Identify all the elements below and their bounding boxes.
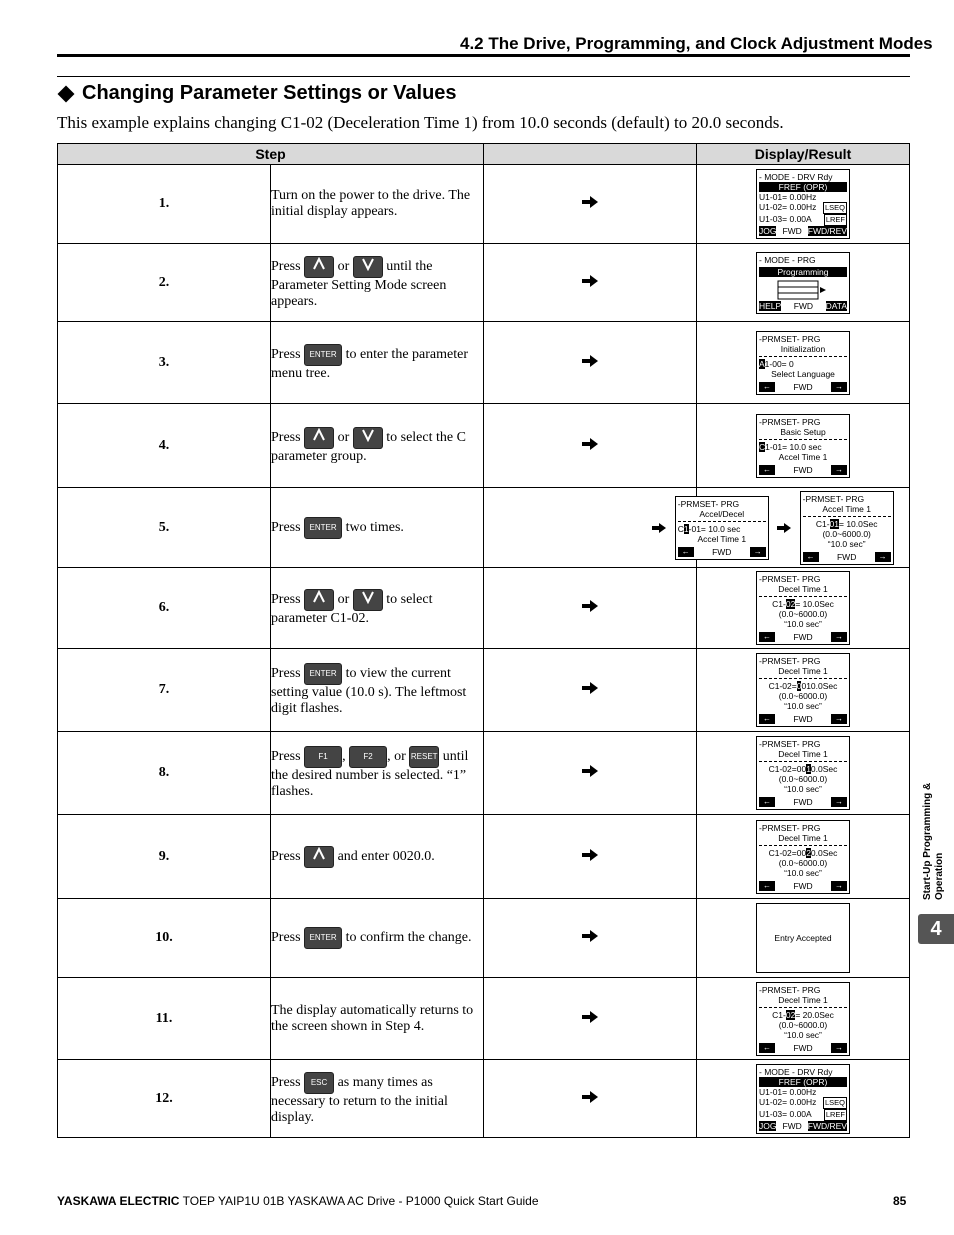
step-number: 6.: [58, 568, 271, 649]
lcd-line: -PRMSET- PRG: [759, 333, 821, 344]
page-footer: [57, 1194, 539, 1208]
lcd-line: C1-02=0010.0Sec: [768, 681, 838, 691]
lcd-line: -PRMSET- PRG: [759, 574, 821, 584]
step-number: 11.: [58, 978, 271, 1060]
lcd-line: “10.0 sec”: [784, 1029, 822, 1040]
display-cell: [697, 404, 910, 488]
table-row: [58, 244, 910, 322]
lcd-line: Decel Time 1: [778, 832, 828, 843]
lcd-line: “10.0 sec”: [784, 701, 822, 711]
lcd-line: Entry Accepted: [774, 933, 832, 943]
step-text: Press F1 , F2 , or RESET until the desired number is selected. “1” flashes.: [271, 732, 484, 815]
lcd-line: “10.0 sec”: [784, 784, 822, 794]
up-key-icon: [304, 256, 334, 278]
table-row: [58, 568, 910, 649]
lcd-line: Basic Setup: [780, 426, 826, 437]
result-arrow-icon: [484, 404, 697, 488]
result-arrow-icon: [484, 322, 697, 404]
lcd-initial-display: [756, 1064, 850, 1134]
lcd-line: C1-02=0010.0Sec: [768, 764, 838, 774]
lcd-line: -PRMSET- PRG: [759, 984, 821, 995]
lcd-accel-time-display: [800, 491, 894, 565]
lcd-line: U1-01= 0.00Hz: [759, 1086, 817, 1097]
lcd-line: C1-02=0020.0Sec: [768, 847, 838, 858]
lcd-footer: ← FWD →: [759, 714, 847, 724]
table-row: [58, 165, 910, 244]
down-key-icon: [353, 256, 383, 278]
display-cell: [697, 244, 910, 322]
intro-paragraph: This example explains changing C1-02 (Deceleration Time 1) from 10.0 seconds (default) to 20.0 seconds.: [57, 113, 784, 132]
step-text: [271, 978, 484, 1060]
step-number: 10.: [58, 899, 271, 978]
result-arrow-icon: [484, 815, 697, 899]
lcd-line: (0.0~6000.0): [778, 857, 828, 868]
footer-brand: YASKAWA ELECTRIC: [57, 1194, 180, 1208]
lcd-line: C1-01= 10.0Sec: [815, 518, 878, 529]
lcd-line: U1-01= 0.00Hz: [759, 192, 817, 202]
step-description: The display automatically returns to the screen shown in Step 4.: [271, 1002, 474, 1034]
lcd-line: Decel Time 1: [778, 749, 828, 759]
lcd-line: Programming: [759, 267, 847, 277]
step-text: Press or to select the C parameter group.: [271, 404, 484, 488]
step-text: Press and enter 0020.0.: [271, 815, 484, 899]
display-cell: [697, 978, 910, 1060]
lcd-line: Accel Time 1: [778, 451, 828, 462]
lcd-line: (0.0~6000.0): [778, 609, 828, 619]
lcd-decel-time-display: [756, 736, 850, 810]
up-key-icon: [304, 427, 334, 449]
lcd-line: Select Language: [771, 368, 835, 379]
lcd-line: (0.0~6000.0): [778, 774, 828, 784]
lcd-decel-time-display: [756, 820, 850, 894]
lcd-line: -PRMSET- PRG: [802, 493, 865, 504]
result-arrow-icon: [484, 244, 697, 322]
step-text: Press or until the Parameter Setting Mode screen appears.: [271, 244, 484, 322]
lcd-line: U1-03= 0.00A LREF: [759, 1108, 845, 1119]
lcd-line: (0.0~6000.0): [778, 1019, 828, 1030]
result-arrow-icon: [484, 1060, 697, 1138]
lcd-initial-display: [756, 169, 850, 239]
lcd-line: Accel Time 1: [822, 503, 871, 514]
side-section-label: Start-Up Programming & Operation: [922, 782, 945, 900]
lcd-line: C1-01= 10.0 sec: [759, 441, 822, 452]
display-cell: [697, 899, 910, 978]
result-arrow-icon: [484, 899, 697, 978]
book-icon: [759, 279, 847, 301]
step-text: Press ENTER two times.: [271, 488, 484, 568]
enter-key-icon: ENTER: [304, 663, 342, 685]
footer-doc-title: TOEP YAIP1U 01B YASKAWA AC Drive - P1000 Quick Start Guide: [179, 1194, 539, 1208]
step-text: Press ENTER to enter the parameter menu tree.: [271, 322, 484, 404]
result-arrow-icon: [652, 523, 666, 533]
lcd-line: -PRMSET- PRG: [677, 498, 740, 509]
lcd-decel-time-display: [756, 571, 850, 645]
lcd-footer: ← FWD →: [759, 382, 847, 392]
lcd-line: -PRMSET- PRG: [759, 416, 821, 427]
lcd-line: “10.0 sec”: [784, 867, 822, 878]
step-column-header: Step: [58, 144, 484, 165]
step-text: Press or to select parameter C1-02.: [271, 568, 484, 649]
lcd-footer: JOG FWD FWD/REV: [759, 1120, 847, 1131]
result-arrow-icon: [484, 568, 697, 649]
lcd-line: -PRMSET- PRG: [759, 739, 821, 749]
lcd-line: - MODE - DRV Rdy: [759, 1066, 833, 1077]
lcd-initialization-display: [756, 331, 850, 395]
lcd-line: -PRMSET- PRG: [759, 656, 821, 666]
table-row: [58, 978, 910, 1060]
arrow-column-header: [484, 144, 697, 165]
lcd-line: U1-03= 0.00A LREF: [759, 214, 845, 224]
lcd-line: C1-02= 10.0Sec: [772, 599, 834, 609]
title-rule: [57, 76, 910, 77]
down-key-icon: [353, 427, 383, 449]
lcd-line: U1-02= 0.00Hz LSEQ: [759, 1096, 845, 1107]
f2-key-icon: F2: [349, 746, 387, 768]
result-arrow-icon: [484, 165, 697, 244]
lcd-line: Initialization: [780, 343, 826, 354]
lcd-footer: JOG FWD FWD/REV: [759, 226, 847, 236]
display-cell: [677, 488, 910, 568]
diamond-bullet-icon: [58, 85, 75, 102]
step-number: 2.: [58, 244, 271, 322]
result-arrow-icon: [484, 732, 697, 815]
lcd-line: Decel Time 1: [778, 666, 828, 676]
lcd-basic-setup-display: [756, 414, 850, 478]
page-title-text: Changing Parameter Settings or Values: [82, 82, 457, 104]
reset-key-icon: RESET: [409, 746, 439, 768]
step-number: 5.: [58, 488, 271, 568]
down-key-icon: [353, 589, 383, 611]
step-number: 1.: [58, 165, 271, 244]
f1-key-icon: F1: [304, 746, 342, 768]
header-rule: [57, 54, 910, 57]
table-row: [58, 732, 910, 815]
up-key-icon: [304, 846, 334, 868]
display-cell: [697, 815, 910, 899]
step-number: 7.: [58, 649, 271, 732]
display-cell: [697, 732, 910, 815]
step-number: 4.: [58, 404, 271, 488]
table-row: [58, 815, 910, 899]
lcd-footer: ← FWD →: [803, 552, 891, 562]
table-header-row: [58, 144, 910, 165]
lcd-footer: ← FWD →: [759, 465, 847, 475]
enter-key-icon: ENTER: [304, 927, 342, 949]
lcd-decel-time-display: [756, 982, 850, 1056]
display-cell: [697, 568, 910, 649]
step-number: 9.: [58, 815, 271, 899]
lcd-footer: ← FWD →: [759, 797, 847, 807]
step-text: Press ENTER to confirm the change.: [271, 899, 484, 978]
step-text: Press ENTER to view the current setting value (10.0 s). The leftmost digit flashes.: [271, 649, 484, 732]
lcd-line: FREF (OPR): [759, 182, 847, 192]
lcd-line: Accel Time 1: [697, 533, 747, 544]
lcd-footer: ← FWD →: [759, 881, 847, 891]
step-number: 3.: [58, 322, 271, 404]
lcd-accel-decel-display: [675, 496, 769, 560]
step-text: [271, 165, 484, 244]
next-arrow-icon: [777, 523, 791, 533]
lcd-line: “10.0 sec”: [784, 619, 822, 629]
display-column-header: Display/Result: [697, 144, 910, 165]
lcd-footer: ← FWD →: [759, 1043, 847, 1053]
lcd-footer: HELP FWD DATA: [759, 300, 847, 311]
lcd-footer: ← FWD →: [759, 632, 847, 642]
lcd-line: Decel Time 1: [778, 584, 828, 594]
lcd-line: (0.0~6000.0): [822, 528, 871, 539]
enter-key-icon: ENTER: [304, 517, 342, 539]
lcd-line: -PRMSET- PRG: [759, 822, 821, 833]
table-row: [58, 322, 910, 404]
steps-table: [57, 143, 910, 1138]
display-cell: [697, 649, 910, 732]
table-row: [58, 899, 910, 978]
enter-key-icon: ENTER: [304, 344, 342, 366]
chapter-tab: 4: [918, 914, 954, 944]
lcd-line: - MODE - DRV Rdy: [759, 172, 833, 182]
lcd-line: “10.0 sec”: [827, 538, 866, 549]
up-key-icon: [304, 589, 334, 611]
lcd-line: U1-02= 0.00Hz LSEQ: [759, 202, 845, 212]
page-title: [57, 82, 457, 105]
esc-key-icon: ESC: [304, 1072, 334, 1094]
lcd-decel-time-display: [756, 653, 850, 727]
result-arrow-icon: [484, 978, 697, 1060]
step-text: Press ESC as many times as necessary to return to the initial display.: [271, 1060, 484, 1138]
display-cell: [697, 165, 910, 244]
lcd-entry-accepted-display: [756, 903, 850, 973]
step-number: 8.: [58, 732, 271, 815]
lcd-footer: ← FWD →: [678, 547, 766, 557]
display-cell: [697, 322, 910, 404]
lcd-programming-display: [756, 252, 850, 314]
table-row: [58, 649, 910, 732]
lcd-line: - MODE - PRG: [759, 254, 816, 265]
step-number: 12.: [58, 1060, 271, 1138]
lcd-line: Accel/Decel: [699, 508, 745, 519]
lcd-line: A1-00= 0: [759, 358, 794, 369]
table-row: [58, 488, 910, 568]
lcd-line: C1-02= 20.0Sec: [772, 1009, 834, 1020]
lcd-line: (0.0~6000.0): [778, 691, 828, 701]
lcd-line: FREF (OPR): [759, 1077, 847, 1087]
display-cell: [697, 1060, 910, 1138]
table-row: [58, 1060, 910, 1138]
page-number: 85: [893, 1194, 907, 1208]
step-description: Turn on the power to the drive. The initial display appears.: [271, 188, 471, 219]
lcd-line: C1-01= 10.0 sec: [677, 523, 741, 534]
table-row: [58, 404, 910, 488]
section-header: 4.2 The Drive, Programming, and Clock Adjustment Modes: [460, 34, 933, 53]
lcd-line: Decel Time 1: [778, 994, 828, 1005]
result-arrow-icon: [484, 649, 697, 732]
